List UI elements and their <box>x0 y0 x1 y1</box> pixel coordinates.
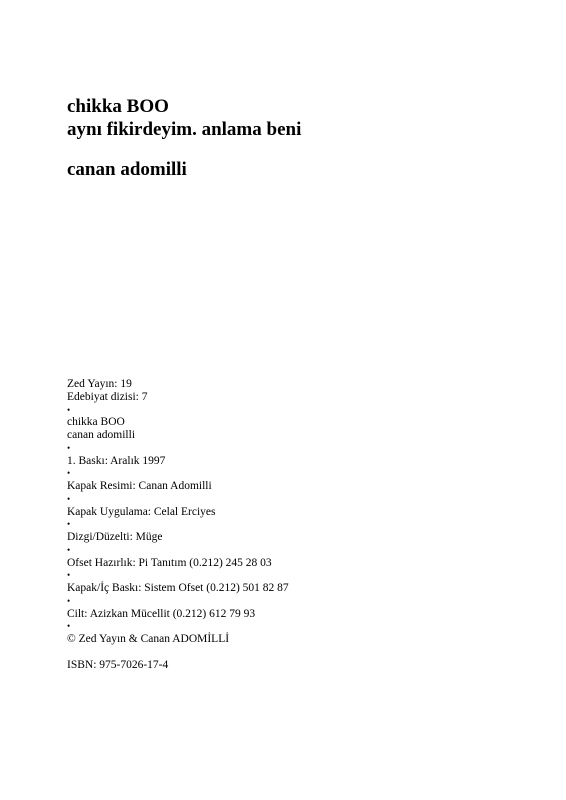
isbn-line: ISBN: 975-7026-17-4 <box>67 659 169 671</box>
cover-design-credit: Kapak Uygulama: Celal Erciyes <box>67 505 216 518</box>
colophon-book-author: canan adomilli <box>67 429 136 441</box>
bullet-separator: • <box>67 621 71 632</box>
binding-credit: Cilt: Azizkan Mücellit (0.212) 612 79 93 <box>67 607 256 620</box>
bullet-separator: • <box>67 468 71 479</box>
edition-line: 1. Baskı: Aralık 1997 <box>67 454 166 467</box>
colophon <box>67 378 537 646</box>
publisher-series-number: Zed Yayın: 19 <box>67 378 132 390</box>
typesetting-credit: Dizgi/Düzelti: Müge <box>67 531 163 543</box>
series-number: Edebiyat dizisi: 7 <box>67 390 148 403</box>
colophon-book-title: chikka BOO <box>67 416 125 429</box>
bullet-separator: • <box>67 442 71 453</box>
copyright-line: © Zed Yayın & Canan ADOMİLLİ <box>67 633 230 645</box>
book-subtitle: aynı fikirdeyim. anlama beni <box>67 119 302 140</box>
printing-credit: Kapak/İç Baskı: Sistem Ofset (0.212) 501 82 87 <box>67 582 289 594</box>
cover-image-credit: Kapak Resimi: Canan Adomilli <box>67 480 212 492</box>
bullet-separator: • <box>67 544 71 555</box>
bullet-separator: • <box>67 595 71 606</box>
bullet-separator: • <box>67 493 71 504</box>
offset-prep-credit: Ofset Hazırlık: Pi Tanıtım (0.212) 245 28 03 <box>67 556 272 569</box>
bullet-separator: • <box>67 519 71 530</box>
title-block <box>67 95 537 141</box>
book-title: chikka BOO <box>67 96 169 117</box>
bullet-separator: • <box>67 404 71 415</box>
bullet-separator: • <box>67 570 71 581</box>
book-author: canan adomilli <box>67 159 187 180</box>
